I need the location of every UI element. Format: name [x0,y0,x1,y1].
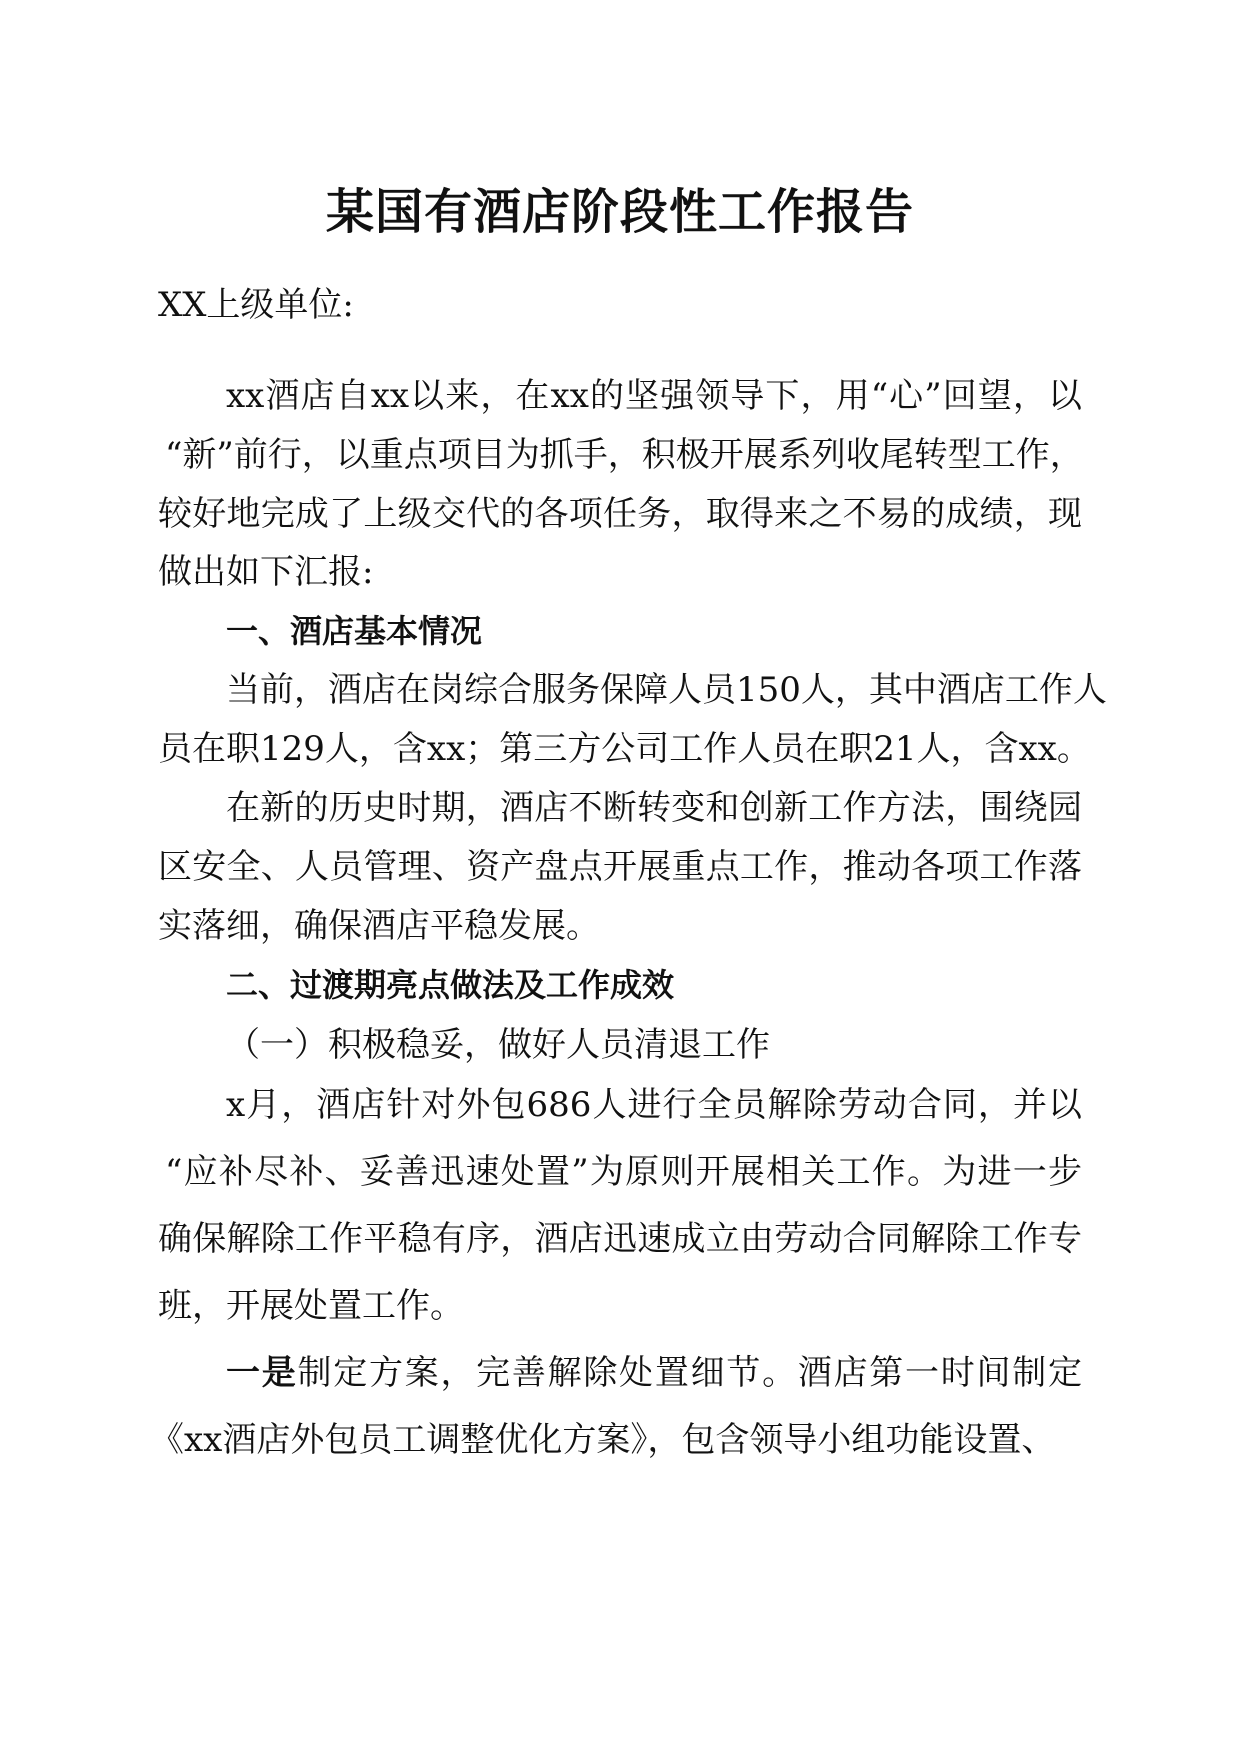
salutation: XX上级单位: [158,285,354,325]
intro-line-4: 做出如下汇报: [158,552,374,592]
section2-item1-line-1 [226,1350,1082,1396]
section1-para2-line-3: 实落细，确保酒店平稳发展。 [158,906,600,946]
section1-heading: 一、酒店基本情况 [226,612,483,650]
section2-item1-line-2: 《xx酒店外包员工调整优化方案》，包含领导小组功能设置、 [150,1420,1056,1460]
section2-para1-line-3: 确保解除工作平稳有序，酒店迅速成立由劳动合同解除工作专 [158,1219,1082,1259]
section1-para1-line-2: 员在职129人，含xx；第三方公司工作人员在职21人，含xx。 [158,729,1091,769]
section2-subheading: （一）积极稳妥，做好人员清退工作 [226,1025,770,1065]
intro-line-2: “新”前行，以重点项目为抓手，积极开展系列收尾转型工作， [165,435,1084,475]
section2-para1-line-4: 班，开展处置工作。 [158,1286,464,1326]
item1-lead: 一是 [226,1353,298,1393]
intro-line-3: 较好地完成了上级交代的各项任务，取得来之不易的成绩，现 [158,494,1082,534]
item1-text: 制定方案，完善解除处置细节。酒店第一时间制定 [297,1353,1083,1393]
section1-para2-line-2: 区安全、人员管理、资产盘点开展重点工作，推动各项工作落 [158,847,1082,887]
section2-para1-line-2: “应补尽补、妥善迅速处置”为原则开展相关工作。为进一步 [165,1152,1082,1192]
intro-line-1: xx酒店自xx以来，在xx的坚强领导下，用“心”回望，以 [226,376,1082,416]
document-title: 某国有酒店阶段性工作报告 [325,184,914,240]
section1-para1-line-1: 当前，酒店在岗综合服务保障人员150人，其中酒店工作人 [226,670,1107,710]
section1-para2-line-1: 在新的历史时期，酒店不断转变和创新工作方法，围绕园 [226,788,1082,828]
section2-para1-line-1: x月，酒店针对外包686人进行全员解除劳动合同，并以 [226,1085,1082,1125]
section2-heading: 二、过渡期亮点做法及工作成效 [226,966,675,1004]
